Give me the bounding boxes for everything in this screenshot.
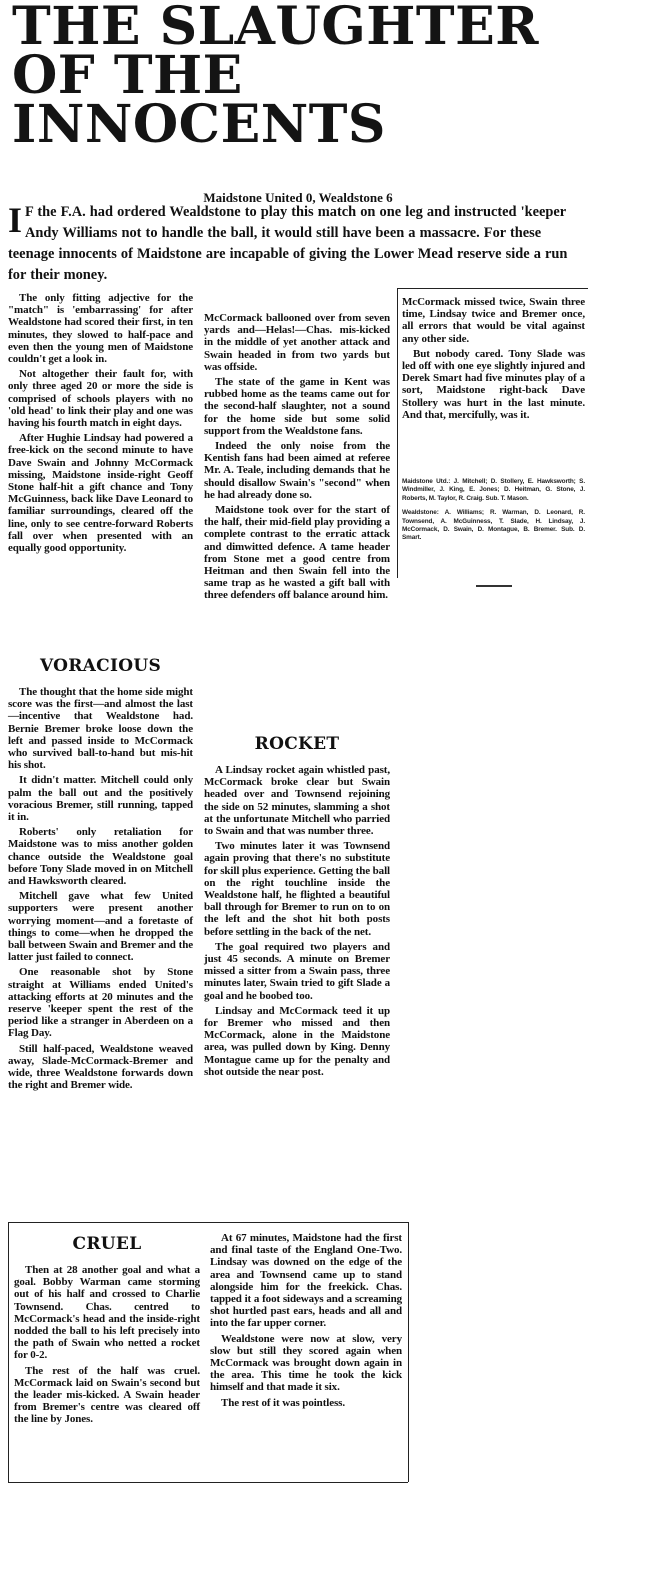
paragraph: The goal required two players and just 45 seconds. A minute on Bremer missed a sitter from a Swain pass, three minutes later, Swain tried to gift Slade a goal and he boobed too. <box>204 940 390 1002</box>
paragraph: A Lindsay rocket again whistled past, McCormack broke clear but Swain headed over and Townsend rejoining the side on 52 minutes, slamming a shot at the unfortunate Mitchell who parried to Swain and that was number three. <box>204 764 390 838</box>
box-left-rule <box>8 1222 9 1482</box>
paragraph: Still half-paced, Wealdstone weaved away, Slade-McCormack-Bremer and wide, three Wealdstone forwards down the right and Bremer wide. <box>8 1042 193 1092</box>
paragraph: Indeed the only noise from the Kentish fans had been aimed at referee Mr. A. Teale, including demands that he should disallow Swain's "second" when he had already done so. <box>204 440 390 501</box>
headline-line-1: THE SLAUGHTER <box>12 0 539 57</box>
column-1-bottom <box>8 686 193 1092</box>
paragraph: The only fitting adjective for the "match" is 'embarrassing' for after Wealdstone had scored their first, in ten minutes, they slowed to half-pace and even then the young men of Maidstone couldn't get a look in. <box>8 292 193 366</box>
drop-cap: I <box>8 200 23 240</box>
paragraph: Then at 28 another goal and what a goal. Bobby Warman came storming out of his half and crossed to Charlie Townsend. Chas. centred to McCormack's head and the inside-right nodded the ball to his left precisely into the path of Swain who netted a rocket for 0-2. <box>14 1264 200 1362</box>
team-lineups <box>402 478 585 543</box>
paragraph: Mitchell gave what few United supporters were present another worrying moment—and a foretaste of things to come—when he dropped the ball between Swain and Bremer and the latter just failed to connect. <box>8 890 193 964</box>
paragraph: The thought that the home side might score was the first—and almost the last—incentive that Wealdstone had. Bernie Bremer broke loose down the left and passed inside to McCormack who survived ball-to-hand but mis-hit his shot. <box>8 686 193 772</box>
intro-text: F the F.A. had ordered Wealdstone to play this match on one leg and instructed 'keeper Andy Williams not to handle the ball, it would still have been a massacre. For these teenage innocents of Maidstone are incapable of giving the Lower Mead reserve side a run for their money. <box>8 204 568 283</box>
column-2-bottom <box>204 764 390 1078</box>
intro-paragraph <box>8 202 578 286</box>
paragraph: One reasonable shot by Stone straight at Williams ended United's attacking efforts at 20 minutes and the reserve 'keeper spent the rest of the period like a stranger in Aberdeen on a Flag Day. <box>8 966 193 1040</box>
subhead-rocket: ROCKET <box>254 734 340 754</box>
column-4 <box>14 1264 200 1426</box>
paragraph: Maidstone took over for the start of the half, their mid-field play providing a complete contrast to the erratic attack and dimwitted defence. A tame header from Stone met a good centre from Heitman and then Swain fell into the same trap as he wasted a gift ball with three defenders off balance around him. <box>204 504 390 602</box>
score-line: Maidstone United 0, Wealdstone 6 <box>203 190 393 205</box>
paragraph: The rest of it was pointless. <box>221 1396 346 1409</box>
paragraph: But nobody cared. Tony Slade was led off with one eye slightly injured and Derek Smart had five minutes play of a sort, Maidstone right-back Dave Stollery was hurt in the last minute. And that, mercifully, was it. <box>402 347 585 421</box>
paragraph: Wealdstone were now at slow, very slow but still they scored again when McCormack was brought down again in the area. This time he took the kick himself and that made it six. <box>210 1332 402 1394</box>
paragraph: It didn't matter. Mitchell could only palm the ball out and the positively voracious Bremer, still running, tapped it in. <box>8 774 193 824</box>
paragraph: At 67 minutes, Maidstone had the first and final taste of the England One-Two. Lindsay was downed on the edge of the area and Townsend came up to stand alongside him for the freekick. Chas. tapped it a foot sideways and a screaming shot hurtled past ears, heads and all and into the far upper corner. <box>210 1232 402 1330</box>
end-rule <box>476 585 512 587</box>
column-5 <box>210 1232 402 1409</box>
paragraph: Roberts' only retaliation for Maidstone was to miss another golden chance outside the Wealdstone goal before Tony Slade moved in on Mitchell and Hawksworth cleared. <box>8 826 193 888</box>
paragraph: Two minutes later it was Townsend again proving that there's no substitute for skill plus experience. Getting the ball on the right touchline inside the Wealdstone half, he flighted a beautiful ball through for Bremer to run on to on the left and the shot hit both posts before settling in the back of the net. <box>204 840 390 938</box>
paragraph: The rest of the half was cruel. McCormack laid on Swain's second but the leader mis-kicked. A Swain header from Bremer's centre was cleared off the line by Jones. <box>14 1364 200 1426</box>
box-bottom-rule <box>8 1482 408 1483</box>
paragraph: Not altogether their fault for, with only three aged 20 or more the side is comprised of schools players with no 'old head' to link their play and one was having his fourth match in eight days. <box>8 368 193 430</box>
subhead-cruel: CRUEL <box>72 1234 142 1254</box>
headline-line-2: OF THE <box>12 45 243 106</box>
paragraph: Lindsay and McCormack teed it up for Bremer who missed and then McCormack, alone in the Maidstone area, was pulled down by King. Denny Montague came up for the penalty and shot outside the near post. <box>204 1004 390 1078</box>
paragraph: McCormack ballooned over from seven yards and—Helas!—Chas. mis-kicked in the middle of yet another attack and Swain headed in from two yards but was offside. <box>204 312 390 373</box>
column-3 <box>402 296 585 421</box>
box-right-rule <box>408 1222 409 1482</box>
paragraph: The state of the game in Kent was rubbed home as the teams came out for the second-half slaughter, not a sound for the home side but some solid support from the Wealdstone fans. <box>204 376 390 437</box>
column-3-left-rule <box>397 288 398 578</box>
maidstone-lineup: Maidstone Utd.: J. Mitchell; D. Stollery, E. Hawksworth; S. Windmiller, J. King, E. Jones; D. Heitman, G. Stone, J. Roberts, M. Taylor, R. Craig. Sub. T. Mason. <box>402 478 585 502</box>
headline <box>12 0 572 155</box>
headline-line-3: INNOCENTS <box>12 94 386 155</box>
subhead-voracious: VORACIOUS <box>39 656 162 676</box>
wealdstone-lineup: Wealdstone: A. Williams; R. Warman, D. Leonard, R. Townsend, A. McGuinness, T. Slade, H. Lindsay, J. McCormack, D. Swain, D. Montague, B. Bremer. Sub. D. Smart. <box>402 509 585 542</box>
column-3-top-rule <box>398 288 588 289</box>
column-1-top <box>8 292 193 554</box>
box-top-rule <box>8 1222 408 1223</box>
paragraph: McCormack missed twice, Swain three time, Lindsay twice and Bremer once, all errors that would be vital against any other side. <box>402 296 585 345</box>
paragraph: After Hughie Lindsay had powered a free-kick on the second minute to have Dave Swain and Johnny McCormack missing, Maidstone inside-right Geoff Stone half-hit a gift chance and Tony McGuinness, back like Dave Leonard to familiar surroundings, cleared off the line, only to see centre-forward Roberts fall over when presented with an equally good opportunity. <box>8 432 193 555</box>
column-2-top <box>204 312 390 602</box>
